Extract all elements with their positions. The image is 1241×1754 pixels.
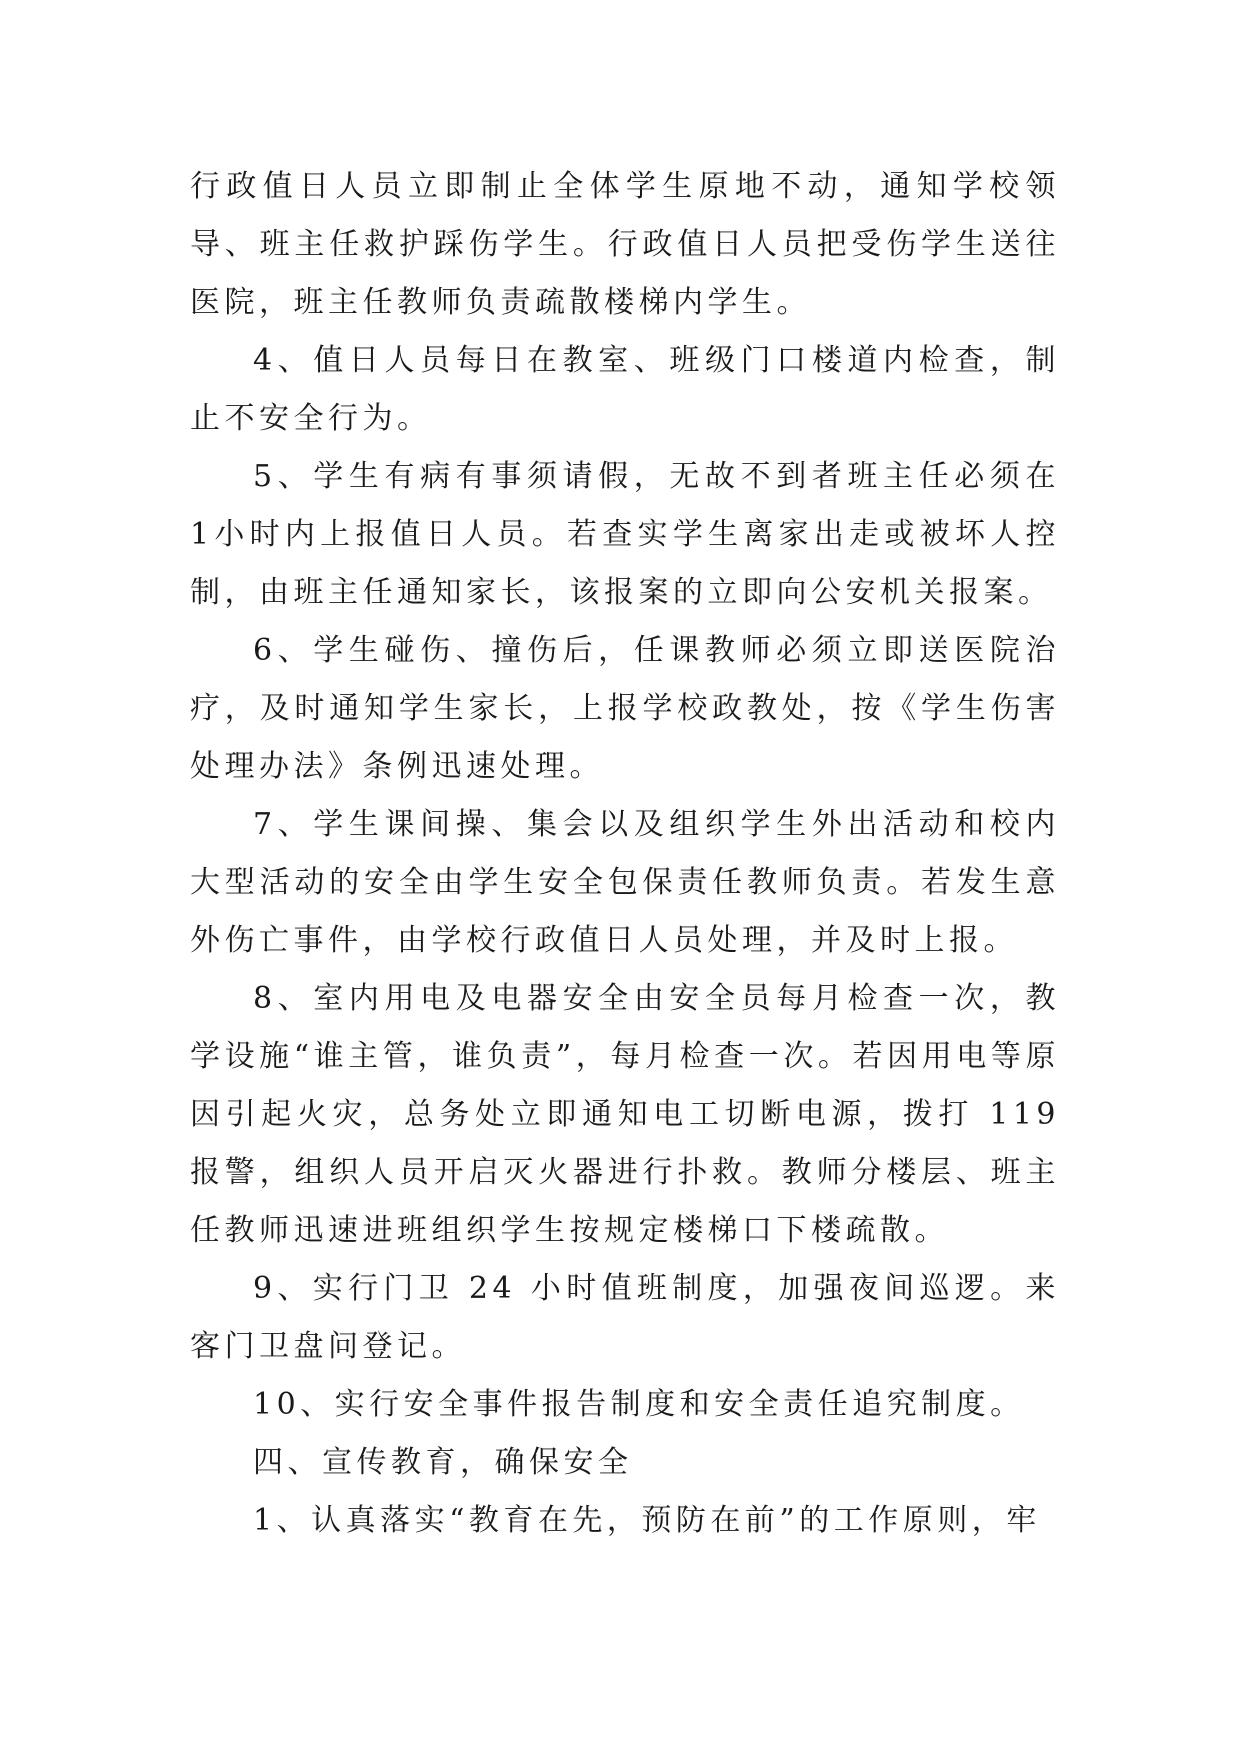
section-heading-4: 四、宣传教育，确保安全 <box>253 1445 633 1480</box>
paragraph-continuation: 行政值日人员立即制止全体学生原地不动，通知学校领导、班主任救护踩伤学生。行政值日人员把受伤学生送往医院，班主任教师负责疏散楼梯内学生。 <box>190 169 1060 320</box>
paragraph-item-10: 10、实行安全事件报告制度和安全责任追究制度。 <box>253 1387 1025 1422</box>
document-body <box>190 158 1060 1550</box>
paragraph-section4-item-1: 1、认真落实“教育在先，预防在前”的工作原则，牢 <box>253 1503 1041 1538</box>
paragraph-item-6: 6、学生碰伤、撞伤后，任课教师必须立即送医院治疗，及时通知学生家长，上报学校政教处，按《学生伤害处理办法》条例迅速处理。 <box>190 633 1060 784</box>
paragraph-item-8: 8、室内用电及电器安全由安全员每月检查一次，教学设施“谁主管，谁负责”，每月检查一次。若因用电等原因引起火灾，总务处立即通知电工切断电源，拨打 119 报警，组织人员开启灭火器进行扑救。教师分楼层、班主任教师迅速进班组织学生按规定楼梯口下楼疏散。 <box>190 981 1060 1248</box>
paragraph-item-7: 7、学生课间操、集会以及组织学生外出活动和校内大型活动的安全由学生安全包保责任教师负责。若发生意外伤亡事件，由学校行政值日人员处理，并及时上报。 <box>190 807 1060 958</box>
paragraph-item-5: 5、学生有病有事须请假，无故不到者班主任必须在 1小时内上报值日人员。若查实学生离家出走或被坏人控制，由班主任通知家长，该报案的立即向公安机关报案。 <box>190 459 1060 610</box>
paragraph-item-4: 4、值日人员每日在教室、班级门口楼道内检查，制止不安全行为。 <box>190 343 1060 436</box>
paragraph-item-9: 9、实行门卫 24 小时值班制度，加强夜间巡逻。来客门卫盘问登记。 <box>190 1271 1060 1364</box>
